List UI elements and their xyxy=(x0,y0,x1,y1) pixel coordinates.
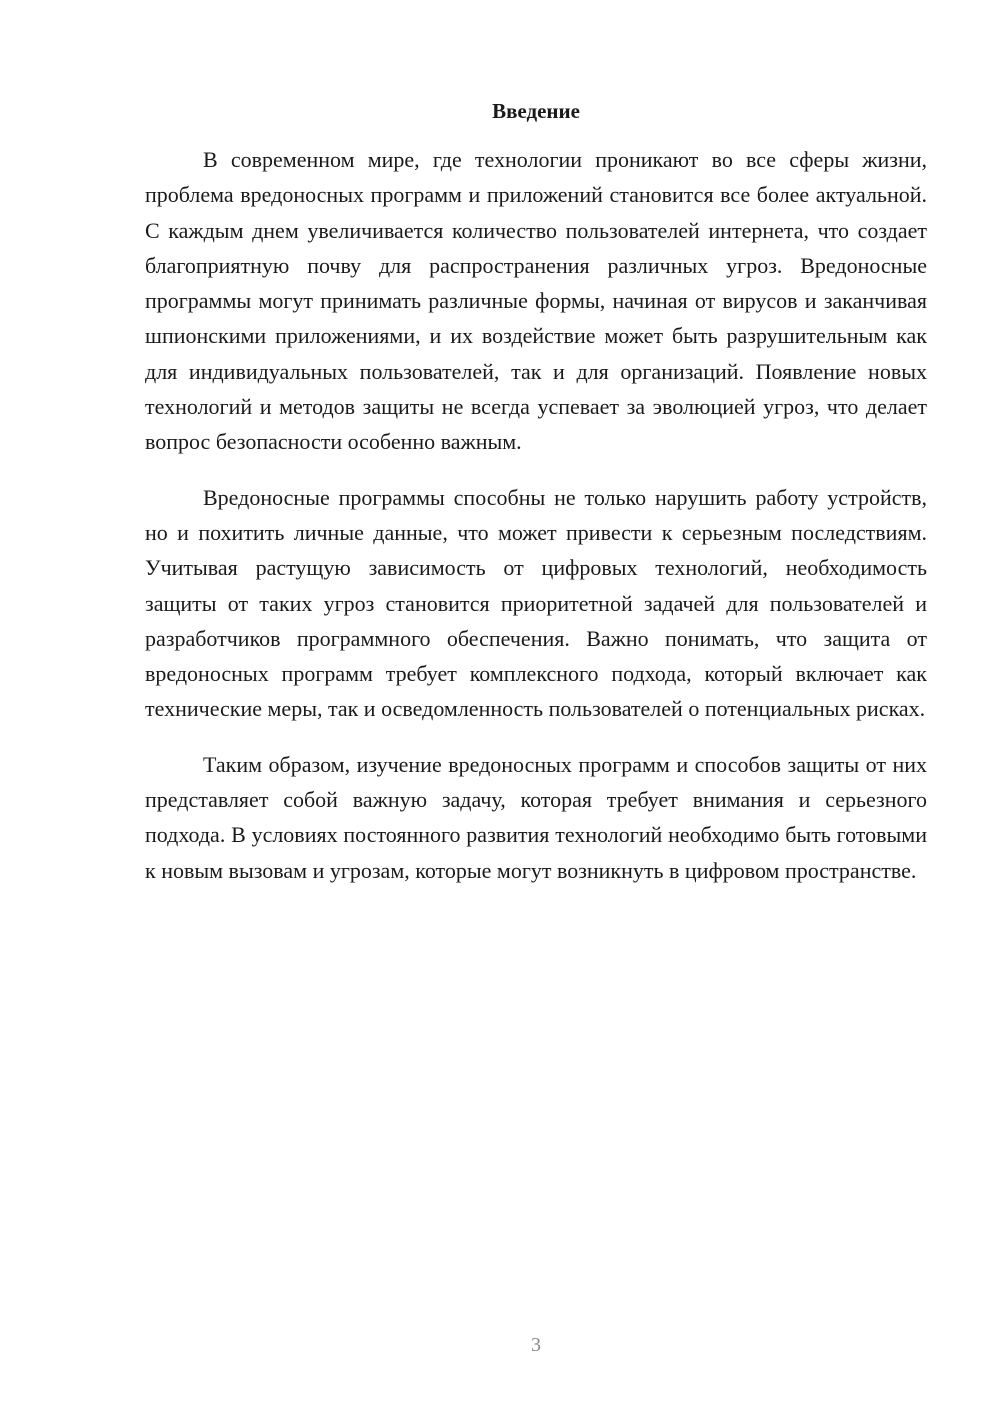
section-heading: Введение xyxy=(492,99,580,123)
paragraph: В современном мире, где технологии проникают во все сферы жизни, проблема вредоносных программ и приложений становится все более актуальной. С каждым днем увеличивается количество пользователей интернета, что создает благоприятную почву для распространения различных угроз. Вредоносные программы могут принимать различные формы, начиная от вирусов и заканчивая шпионскими приложениями, и их воздействие может быть разрушительным как для индивидуальных пользователей, так и для организаций. Появление новых технологий и методов защиты не всегда успевает за эволюцией угроз, что делает вопрос безопасности особенно важным. xyxy=(145,147,927,455)
paragraph: Таким образом, изучение вредоносных программ и способов защиты от них представляет собой важную задачу, которая требует внимания и серьезного подхода. В условиях постоянного развития технологий необходимо быть готовыми к новым вызовам и угрозам, которые могут возникнуть в цифровом пространстве. xyxy=(145,751,927,883)
paragraph: Вредоносные программы способны не только нарушить работу устройств, но и похитить личные данные, что может привести к серьезным последствиям. Учитывая растущую зависимость от цифровых технологий, необходимость защиты от таких угроз становится приоритетной задачей для пользователей и разработчиков программного обеспечения. Важно понимать, что защита от вредоносных программ требует комплексного подхода, который включает как технические меры, так и осведомленность пользователей о потенциальных рисках. xyxy=(145,484,927,722)
body-text xyxy=(145,142,927,908)
page-number: 3 xyxy=(531,1334,541,1356)
